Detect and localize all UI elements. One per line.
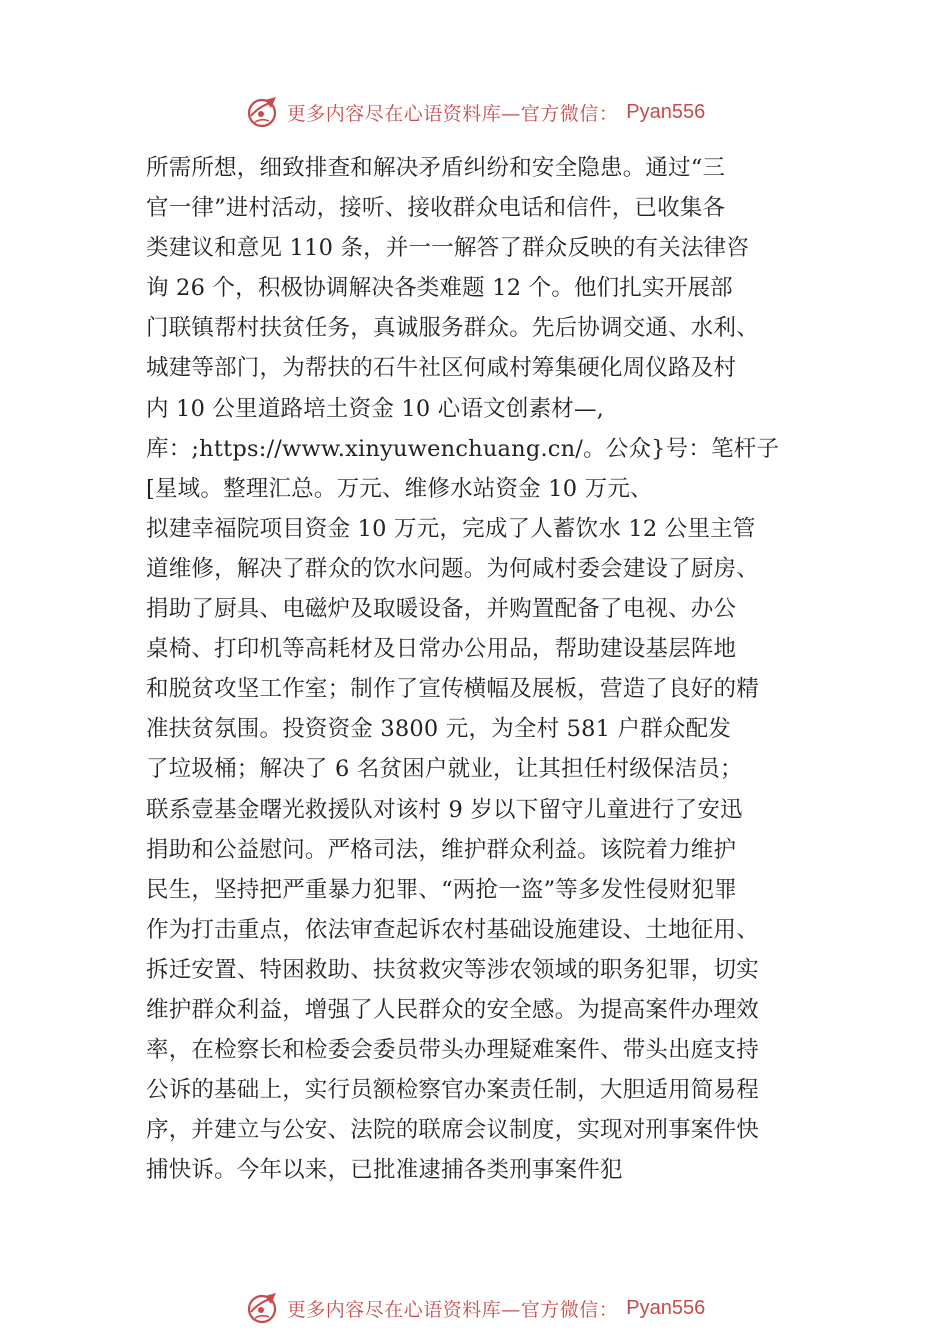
text-line: 了垃圾桶；解决了 6 名贫困户就业，让其担任村级保洁员； [146,756,743,783]
footer-banner [0,1288,950,1328]
text-line: 捐助了厨具、电磁炉及取暖设备，并购置配备了电视、办公 [146,596,737,623]
text-line: 桌椅、打印机等高耗材及日常办公用品，帮助建设基层阵地 [146,636,737,663]
text-line: 联系壹基金曙光救援队对该村 9 岁以下留守儿童进行了安迅 [146,796,743,823]
text-line: [星域。整理汇总。万元、维修水站资金 10 万元、 [146,475,653,502]
text-line: 公诉的基础上，实行员额检察官办案责任制，大胆适用简易程 [146,1077,759,1104]
text-line: 民生，坚持把严重暴力犯罪、“两抢一盗”等多发性侵财犯罪 [146,876,737,903]
text-line: 官一律”进村活动，接听、接收群众电话和信件，已收集各 [146,195,726,222]
text-line: 维护群众利益，增强了人民群众的安全感。为提高案件办理效 [146,996,759,1023]
header-banner [0,92,950,132]
banner-text: 更多内容尽在心语资料库—官方微信： [286,102,619,125]
text-line: 拆迁安置、特困救助、扶贫救灾等涉农领域的职务犯罪，切实 [146,956,759,983]
text-line: 门联镇帮村扶贫任务，真诚服务群众。先后协调交通、水利、 [146,315,759,342]
text-line: 道维修，解决了群众的饮水问题。为何咸村委会建设了厨房、 [146,555,759,582]
text-line: 作为打击重点，依法审查起诉农村基础设施建设、土地征用、 [146,916,759,943]
text-line: 库：;https://www.xinyuwenchuang.cn/。公众}号：笔杆子 [146,435,780,462]
text-line: 询 26 个，积极协调解决各类难题 12 个。他们扎实开展部 [146,275,733,302]
text-line: 所需所想，细致排查和解决矛盾纠纷和安全隐患。通过“三 [146,155,726,181]
text-line: 序，并建立与公安、法院的联席会议制度，实现对刑事案件快 [146,1117,759,1144]
document-body [146,148,826,1190]
text-line: 拟建幸福院项目资金 10 万元，完成了人蓄饮水 12 公里主管 [146,515,756,542]
text-line: 准扶贫氛围。投资资金 3800 元，为全村 581 户群众配发 [146,716,732,743]
text-line: 捕快诉。今年以来，已批准逮捕各类刑事案件犯 [146,1157,623,1184]
banner-wechat-id: Pyan556 [626,100,706,123]
text-line: 内 10 公里道路培土资金 10 心语文创素材—, [146,395,605,422]
text-line: 率，在检察长和检委会委员带头办理疑难案件、带头出庭支持 [146,1037,759,1064]
banner-text: 更多内容尽在心语资料库—官方微信： [286,1298,619,1321]
text-line: 城建等部门，为帮扶的石牛社区何咸村筹集硬化周仪路及村 [146,355,737,382]
banner-wechat-id: Pyan556 [626,1296,706,1319]
pen-nib-logo-icon [245,94,281,130]
text-line: 类建议和意见 110 条，并一一解答了群众反映的有关法律咨 [146,235,750,262]
text-line: 和脱贫攻坚工作室；制作了宣传横幅及展板，营造了良好的精 [146,676,759,703]
text-line: 捐助和公益慰问。严格司法，维护群众利益。该院着力维护 [146,836,737,863]
pen-nib-logo-icon [245,1290,281,1326]
